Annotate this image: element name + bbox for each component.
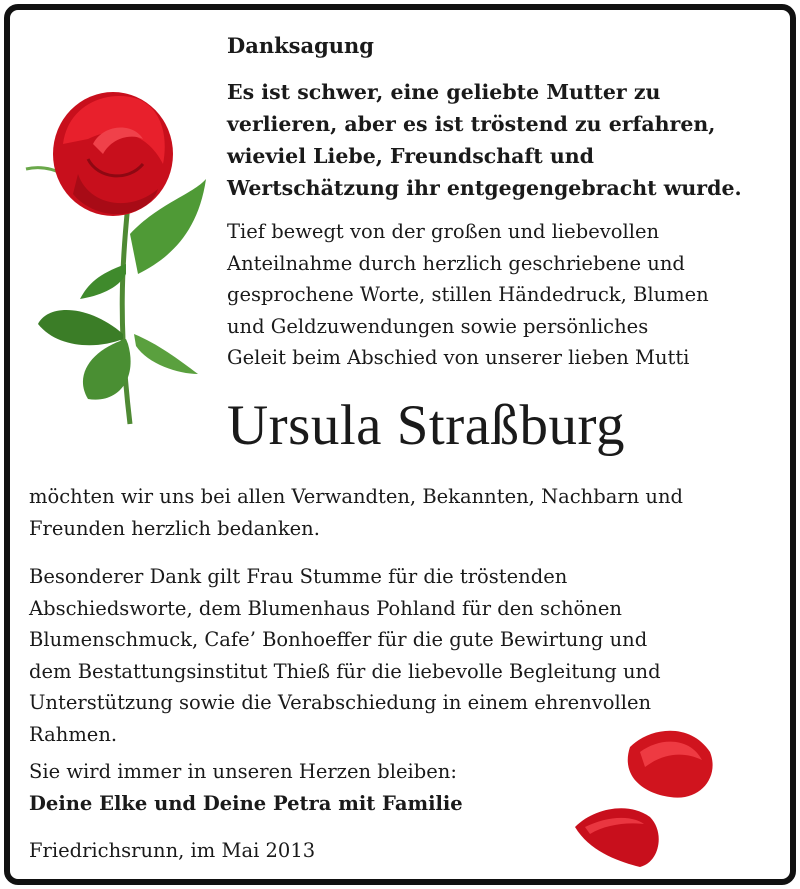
- thanks-line: Geleit beim Abschied von unserer lieben Mutti: [227, 346, 690, 369]
- intro-paragraph: [227, 76, 742, 204]
- gratitude-line: Freunden herzlich bedanken.: [29, 516, 320, 540]
- place-date: Friedrichsrunn, im Mai 2013: [29, 839, 316, 862]
- thanks-line: gesprochene Worte, stillen Händedruck, Blumen: [227, 283, 709, 306]
- special-thanks-line: dem Bestattungsinstitut Thieß für die liebevolle Begleitung und: [29, 659, 661, 683]
- thanks-line: und Geldzuwendungen sowie persönliches: [227, 314, 649, 338]
- intro-line: Es ist schwer, eine geliebte Mutter zu: [227, 80, 661, 104]
- intro-line: wieviel Liebe, Freundschaft und: [227, 144, 594, 168]
- gratitude-paragraph: [29, 481, 683, 544]
- thanks-paragraph: [227, 216, 709, 374]
- deceased-name: Ursula Straßburg: [227, 394, 625, 457]
- special-thanks-line: Blumenschmuck, Cafe’ Bonhoeffer für die gute Bewirtung und: [29, 628, 648, 651]
- thanks-line: Tief bewegt von der großen und liebevollen: [227, 220, 660, 243]
- signature: Deine Elke und Deine Petra mit Familie: [29, 792, 463, 815]
- thanks-line: Anteilnahme durch herzlich geschriebene und: [227, 251, 685, 275]
- special-thanks-line: Unterstützung sowie die Verabschiedung in einem ehrenvollen: [29, 691, 652, 714]
- special-thanks-line: Rahmen.: [29, 722, 118, 746]
- closing-line: Sie wird immer in unseren Herzen bleiben:: [29, 760, 457, 783]
- special-thanks-paragraph: [29, 561, 661, 750]
- notice-heading: Danksagung: [227, 33, 374, 58]
- special-thanks-line: Besonderer Dank gilt Frau Stumme für die tröstenden: [29, 565, 568, 588]
- gratitude-line: möchten wir uns bei allen Verwandten, Bekannten, Nachbarn und: [29, 485, 684, 508]
- rose-image: [18, 84, 208, 434]
- special-thanks-line: Abschiedsworte, dem Blumenhaus Pohland für den schönen: [29, 596, 622, 620]
- intro-line: verlieren, aber es ist tröstend zu erfahren,: [227, 112, 716, 136]
- intro-line: Wertschätzung ihr entgegengebracht wurde.: [227, 176, 742, 200]
